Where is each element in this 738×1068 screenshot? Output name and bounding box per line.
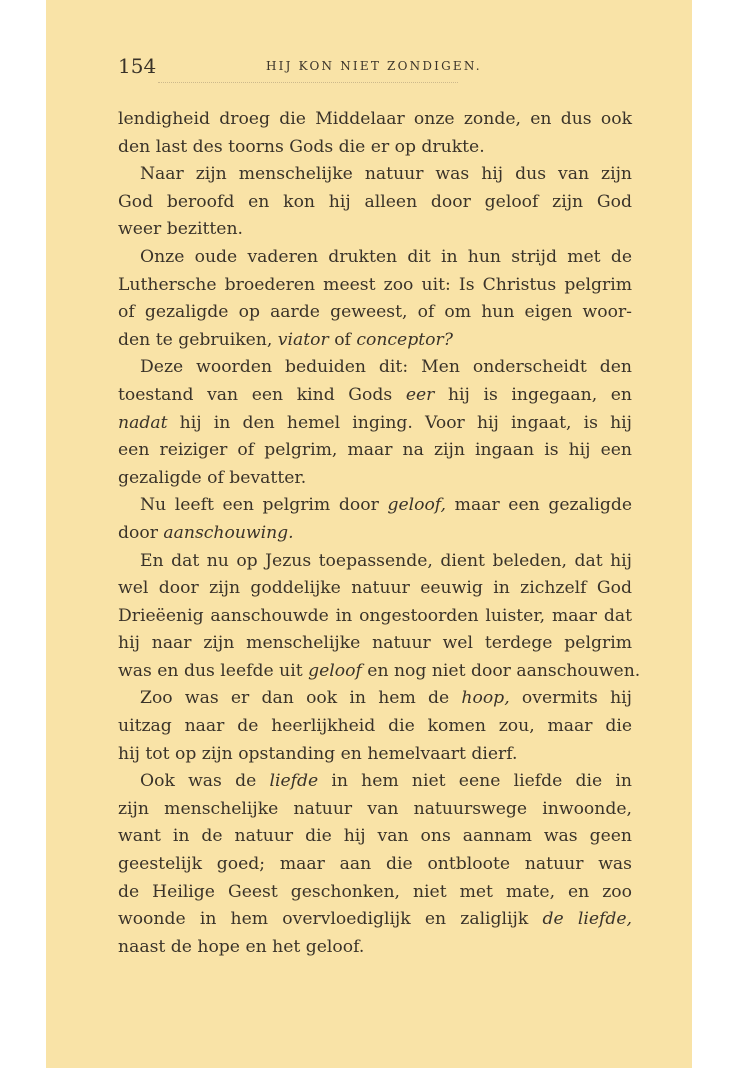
running-title: HIJ KON NIET ZONDIGEN. [266,59,482,73]
text-segment: en nog niet door aanschouwen. [361,660,641,681]
text-line: uitzag naar de heerlijkheid die komen zou, maar die [118,716,632,737]
text-segment: door [118,522,164,543]
text-segment: hij in den hemel inging. Voor hij ingaat, is hij [167,412,632,433]
text-line: En dat nu op Jezus toepassende, dient beleden, dat hij [140,550,632,571]
text-line: God beroofd en kon hij alleen door geloof zijn God [118,191,632,212]
text-line: Luthersche broederen meest zoo uit: Is Christus pelgrim [118,274,632,295]
text-line: Naar zijn menschelijke natuur was hij dus van zijn [140,164,632,185]
text-line: den last des toorns Gods die er op drukte. [118,136,485,157]
text-segment: overmits hij [509,688,632,709]
text-line: zijn menschelijke natuur van natuurswege inwoonde, [118,798,632,819]
italic-term: nadat [118,412,168,433]
text-line [118,382,632,410]
text-segment: hij is ingegaan, en [434,384,633,405]
text-line [118,685,632,713]
header-rule [158,82,458,84]
text-segment: Ook was de [140,771,270,792]
text-line: want in de natuur die hij van ons aannam was geen [118,826,632,847]
page-header [118,54,630,78]
text-line: naast de hope en het geloof. [118,936,365,957]
italic-term: conceptor? [356,329,453,350]
text-line: Drieëenig aanschouwde in ongestoorden luister, maar dat [118,605,632,626]
text-line [118,768,632,796]
italic-term: viator [277,329,329,350]
text-line [118,492,632,520]
page-number: 154 [118,54,157,78]
text-line: een reiziger of pelgrim, maar na zijn ingaan is hij een [118,440,632,461]
italic-term: eer [405,384,435,405]
text-line [118,520,632,548]
text-segment: Nu leeft een pelgrim door [140,495,388,516]
text-line: gezaligde of bevatter. [118,467,307,488]
text-line: de Heilige Geest geschonken, niet met mate, en zoo [118,881,632,902]
italic-term: liefde [269,771,319,792]
text-segment: woonde in hem overvloediglijk en zaliglijk [118,909,543,930]
italic-term: de liefde, [542,909,632,930]
text-line: of gezaligde op aarde geweest, of om hun eigen woor- [118,302,632,323]
italic-term: geloof [308,660,362,681]
text-line: lendigheid droeg die Middelaar onze zonde, en dus ook [118,109,632,129]
text-line: Onze oude vaderen drukten dit in hun strijd met de [140,246,632,267]
text-line: wel door zijn goddelijke natuur eeuwig in zichzelf God [118,578,632,599]
text-segment: Zoo was er dan ook in hem de [140,688,462,709]
body-text [118,106,641,961]
text-line [118,327,632,355]
text-segment: maar een gezaligde [446,495,633,516]
text-line [118,906,632,934]
text-line [118,658,641,686]
text-line: hij tot op zijn opstanding en hemelvaart dierf. [118,743,518,764]
text-segment: den te gebruiken, [118,329,278,350]
italic-term: hoop, [461,688,510,709]
text-line: geestelijk goed; maar aan die ontbloote natuur was [118,854,632,875]
italic-term: geloof, [387,495,447,516]
text-segment: of [328,329,357,350]
text-segment: toestand van een kind Gods [118,384,406,405]
text-segment: was en dus leefde uit [118,660,309,681]
text-line: hij naar zijn menschelijke natuur wel terdege pelgrim [118,633,632,654]
text-segment: in hem niet eene liefde die in [318,771,632,792]
italic-term: aanschouwing. [163,522,294,543]
text-line: Deze woorden beduiden dit: Men onderscheidt den [140,357,632,378]
text-line [118,410,632,438]
text-line: weer bezitten. [118,219,243,240]
